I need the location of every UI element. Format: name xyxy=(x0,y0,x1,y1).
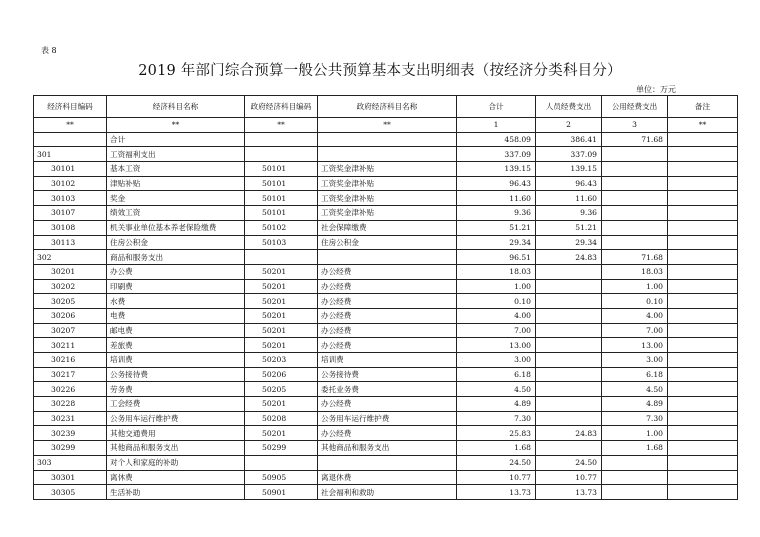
gov-name-cell: 办公经费 xyxy=(318,308,457,323)
gov-name-cell xyxy=(318,147,457,162)
gov-code-cell: 50101 xyxy=(245,176,318,191)
name-cell: 基本工资 xyxy=(107,162,245,177)
total-cell: 96.51 xyxy=(457,250,536,265)
personnel-cell: 9.36 xyxy=(536,206,602,221)
public-cell xyxy=(602,485,668,500)
gov-code-cell: 50206 xyxy=(245,367,318,382)
personnel-cell: 337.09 xyxy=(536,147,602,162)
gov-name-cell: 办公经费 xyxy=(318,294,457,309)
gov-code-cell: 50201 xyxy=(245,426,318,441)
gov-code-cell: 50103 xyxy=(245,235,318,250)
table-row xyxy=(34,220,738,235)
table-row xyxy=(34,411,738,426)
total-cell: 24.50 xyxy=(457,455,536,470)
table-row xyxy=(34,397,738,412)
total-cell: 29.34 xyxy=(457,235,536,250)
public-cell: 6.18 xyxy=(602,367,668,382)
code-cell: 30201 xyxy=(34,264,107,279)
name-cell: 绩效工资 xyxy=(107,206,245,221)
page-title: 2019 年部门综合预算一般公共预算基本支出明细表（按经济分类科目分） xyxy=(138,63,622,79)
personnel-cell: 24.83 xyxy=(536,250,602,265)
remark-cell xyxy=(668,162,738,177)
total-cell: 13.73 xyxy=(457,485,536,500)
public-cell xyxy=(602,235,668,250)
public-cell: 0.10 xyxy=(602,294,668,309)
name-cell: 办公费 xyxy=(107,264,245,279)
name-cell: 机关事业单位基本养老保险缴费 xyxy=(107,220,245,235)
public-cell: 1.00 xyxy=(602,426,668,441)
name-cell: 公务用车运行维护费 xyxy=(107,411,245,426)
personnel-cell: 24.50 xyxy=(536,455,602,470)
personnel-cell: 10.77 xyxy=(536,470,602,485)
personnel-cell xyxy=(536,382,602,397)
gov-code-cell: 50205 xyxy=(245,382,318,397)
name-cell: 劳务费 xyxy=(107,382,245,397)
gov-name-cell: 办公经费 xyxy=(318,264,457,279)
personnel-cell: 24.83 xyxy=(536,426,602,441)
public-cell: 7.00 xyxy=(602,323,668,338)
gov-code-cell xyxy=(245,455,318,470)
gov-code-cell: 50101 xyxy=(245,162,318,177)
personnel-cell xyxy=(536,411,602,426)
public-cell: 4.89 xyxy=(602,397,668,412)
total-cell: 11.60 xyxy=(457,191,536,206)
remark-cell xyxy=(668,411,738,426)
table-row xyxy=(34,323,738,338)
remark-cell xyxy=(668,132,738,147)
name-cell: 电费 xyxy=(107,308,245,323)
code-cell: 301 xyxy=(34,147,107,162)
gov-name-cell: 工资奖金津补贴 xyxy=(318,162,457,177)
total-cell: 337.09 xyxy=(457,147,536,162)
total-cell: 9.36 xyxy=(457,206,536,221)
name-cell: 离休费 xyxy=(107,470,245,485)
public-cell: 4.50 xyxy=(602,382,668,397)
public-cell xyxy=(602,455,668,470)
code-cell: 303 xyxy=(34,455,107,470)
header-cell: 公用经费支出 xyxy=(602,96,668,118)
name-cell: 差旅费 xyxy=(107,338,245,353)
remark-cell xyxy=(668,235,738,250)
header-row xyxy=(34,96,738,118)
gov-code-cell xyxy=(245,132,318,147)
gov-name-cell: 住房公积金 xyxy=(318,235,457,250)
code-cell: 30206 xyxy=(34,308,107,323)
personnel-cell: 96.43 xyxy=(536,176,602,191)
gov-name-cell: 工资奖金津补贴 xyxy=(318,206,457,221)
remark-cell xyxy=(668,323,738,338)
total-cell: 1.00 xyxy=(457,279,536,294)
public-cell xyxy=(602,191,668,206)
table-row xyxy=(34,279,738,294)
code-cell: 30301 xyxy=(34,470,107,485)
total-cell: 3.00 xyxy=(457,353,536,368)
gov-code-cell: 50102 xyxy=(245,220,318,235)
remark-cell xyxy=(668,441,738,456)
personnel-cell xyxy=(536,308,602,323)
code-cell xyxy=(34,132,107,147)
table-row xyxy=(34,235,738,250)
gov-name-cell: 委托业务费 xyxy=(318,382,457,397)
index-cell: ** xyxy=(318,118,457,133)
table-row xyxy=(34,294,738,309)
total-cell: 6.18 xyxy=(457,367,536,382)
personnel-cell: 29.34 xyxy=(536,235,602,250)
public-cell: 7.30 xyxy=(602,411,668,426)
index-row xyxy=(34,118,738,133)
table-row xyxy=(34,206,738,221)
code-cell: 302 xyxy=(34,250,107,265)
gov-code-cell: 50203 xyxy=(245,353,318,368)
total-cell: 4.50 xyxy=(457,382,536,397)
name-cell: 其他交通费用 xyxy=(107,426,245,441)
table-row xyxy=(34,338,738,353)
total-cell: 13.00 xyxy=(457,338,536,353)
gov-name-cell: 办公经费 xyxy=(318,338,457,353)
header-cell: 备注 xyxy=(668,96,738,118)
total-cell: 7.30 xyxy=(457,411,536,426)
gov-code-cell: 50101 xyxy=(245,191,318,206)
code-cell: 30226 xyxy=(34,382,107,397)
table-row xyxy=(34,308,738,323)
code-cell: 30205 xyxy=(34,294,107,309)
gov-name-cell: 工资奖金津补贴 xyxy=(318,176,457,191)
table-row xyxy=(34,250,738,265)
remark-cell xyxy=(668,294,738,309)
total-cell: 0.10 xyxy=(457,294,536,309)
remark-cell xyxy=(668,353,738,368)
table-row xyxy=(34,191,738,206)
total-cell: 10.77 xyxy=(457,470,536,485)
remark-cell xyxy=(668,220,738,235)
name-cell: 奖金 xyxy=(107,191,245,206)
name-cell: 水费 xyxy=(107,294,245,309)
personnel-cell: 139.15 xyxy=(536,162,602,177)
remark-cell xyxy=(668,367,738,382)
name-cell: 工资福利支出 xyxy=(107,147,245,162)
public-cell: 13.00 xyxy=(602,338,668,353)
gov-code-cell: 50905 xyxy=(245,470,318,485)
personnel-cell: 13.73 xyxy=(536,485,602,500)
table-row xyxy=(34,147,738,162)
gov-code-cell: 50101 xyxy=(245,206,318,221)
gov-name-cell: 办公经费 xyxy=(318,397,457,412)
index-cell: ** xyxy=(34,118,107,133)
gov-name-cell xyxy=(318,132,457,147)
table-row xyxy=(34,441,738,456)
code-cell: 30102 xyxy=(34,176,107,191)
public-cell xyxy=(602,206,668,221)
gov-name-cell: 其他商品和服务支出 xyxy=(318,441,457,456)
total-cell: 139.15 xyxy=(457,162,536,177)
code-cell: 30216 xyxy=(34,353,107,368)
header-cell: 人员经费支出 xyxy=(536,96,602,118)
table-row xyxy=(34,485,738,500)
header-cell: 经济科目编码 xyxy=(34,96,107,118)
gov-name-cell: 社会福利和救助 xyxy=(318,485,457,500)
remark-cell xyxy=(668,426,738,441)
code-cell: 30299 xyxy=(34,441,107,456)
header-cell: 经济科目名称 xyxy=(107,96,245,118)
gov-name-cell: 社会保障缴费 xyxy=(318,220,457,235)
total-cell: 7.00 xyxy=(457,323,536,338)
public-cell xyxy=(602,220,668,235)
remark-cell xyxy=(668,264,738,279)
remark-cell xyxy=(668,279,738,294)
personnel-cell: 386.41 xyxy=(536,132,602,147)
code-cell: 30113 xyxy=(34,235,107,250)
gov-code-cell: 50201 xyxy=(245,308,318,323)
public-cell: 3.00 xyxy=(602,353,668,368)
gov-code-cell: 50208 xyxy=(245,411,318,426)
gov-name-cell: 办公经费 xyxy=(318,279,457,294)
code-cell: 30202 xyxy=(34,279,107,294)
code-cell: 30228 xyxy=(34,397,107,412)
public-cell xyxy=(602,176,668,191)
public-cell: 18.03 xyxy=(602,264,668,279)
personnel-cell xyxy=(536,323,602,338)
code-cell: 30108 xyxy=(34,220,107,235)
public-cell xyxy=(602,147,668,162)
table-row xyxy=(34,382,738,397)
total-cell: 458.09 xyxy=(457,132,536,147)
remark-cell xyxy=(668,397,738,412)
gov-name-cell: 公务用车运行维护费 xyxy=(318,411,457,426)
index-cell: 3 xyxy=(602,118,668,133)
code-cell: 30231 xyxy=(34,411,107,426)
name-cell: 邮电费 xyxy=(107,323,245,338)
personnel-cell xyxy=(536,338,602,353)
name-cell: 住房公积金 xyxy=(107,235,245,250)
header-cell: 政府经济科目名称 xyxy=(318,96,457,118)
personnel-cell xyxy=(536,353,602,368)
code-cell: 30305 xyxy=(34,485,107,500)
header-cell: 政府经济科目编码 xyxy=(245,96,318,118)
index-cell: 1 xyxy=(457,118,536,133)
remark-cell xyxy=(668,206,738,221)
name-cell: 对个人和家庭的补助 xyxy=(107,455,245,470)
index-cell: ** xyxy=(668,118,738,133)
index-cell: ** xyxy=(107,118,245,133)
header-cell: 合计 xyxy=(457,96,536,118)
code-cell: 30211 xyxy=(34,338,107,353)
public-cell: 1.68 xyxy=(602,441,668,456)
gov-name-cell: 办公经费 xyxy=(318,426,457,441)
remark-cell xyxy=(668,191,738,206)
index-cell: ** xyxy=(245,118,318,133)
gov-name-cell: 公务接待费 xyxy=(318,367,457,382)
gov-name-cell: 培训费 xyxy=(318,353,457,368)
remark-cell xyxy=(668,250,738,265)
name-cell: 公务接待费 xyxy=(107,367,245,382)
name-cell: 培训费 xyxy=(107,353,245,368)
name-cell: 津贴补贴 xyxy=(107,176,245,191)
personnel-cell xyxy=(536,441,602,456)
remark-cell xyxy=(668,176,738,191)
gov-name-cell xyxy=(318,250,457,265)
table-row xyxy=(34,176,738,191)
gov-name-cell: 办公经费 xyxy=(318,323,457,338)
table-row xyxy=(34,367,738,382)
public-cell xyxy=(602,162,668,177)
total-cell: 1.68 xyxy=(457,441,536,456)
code-cell: 30103 xyxy=(34,191,107,206)
personnel-cell xyxy=(536,397,602,412)
gov-name-cell: 离退休费 xyxy=(318,470,457,485)
total-cell: 4.00 xyxy=(457,308,536,323)
name-cell: 其他商品和服务支出 xyxy=(107,441,245,456)
remark-cell xyxy=(668,485,738,500)
personnel-cell: 51.21 xyxy=(536,220,602,235)
remark-cell xyxy=(668,147,738,162)
gov-code-cell: 50901 xyxy=(245,485,318,500)
public-cell: 4.00 xyxy=(602,308,668,323)
public-cell xyxy=(602,470,668,485)
remark-cell xyxy=(668,470,738,485)
budget-table xyxy=(33,95,738,500)
remark-cell xyxy=(668,455,738,470)
personnel-cell xyxy=(536,279,602,294)
gov-code-cell xyxy=(245,250,318,265)
total-cell: 25.83 xyxy=(457,426,536,441)
index-cell: 2 xyxy=(536,118,602,133)
remark-cell xyxy=(668,382,738,397)
remark-cell xyxy=(668,308,738,323)
name-cell: 合计 xyxy=(107,132,245,147)
total-cell: 4.89 xyxy=(457,397,536,412)
personnel-cell xyxy=(536,264,602,279)
gov-code-cell: 50299 xyxy=(245,441,318,456)
gov-name-cell: 工资奖金津补贴 xyxy=(318,191,457,206)
public-cell: 71.68 xyxy=(602,132,668,147)
gov-code-cell xyxy=(245,147,318,162)
gov-code-cell: 50201 xyxy=(245,264,318,279)
gov-code-cell: 50201 xyxy=(245,294,318,309)
table-number: 表 8 xyxy=(41,46,57,55)
code-cell: 30239 xyxy=(34,426,107,441)
gov-code-cell: 50201 xyxy=(245,338,318,353)
table-row xyxy=(34,455,738,470)
public-cell: 1.00 xyxy=(602,279,668,294)
total-cell: 18.03 xyxy=(457,264,536,279)
personnel-cell xyxy=(536,294,602,309)
gov-code-cell: 50201 xyxy=(245,397,318,412)
name-cell: 生活补助 xyxy=(107,485,245,500)
gov-code-cell: 50201 xyxy=(245,279,318,294)
total-cell: 51.21 xyxy=(457,220,536,235)
gov-code-cell: 50201 xyxy=(245,323,318,338)
name-cell: 印刷费 xyxy=(107,279,245,294)
code-cell: 30217 xyxy=(34,367,107,382)
name-cell: 工会经费 xyxy=(107,397,245,412)
public-cell: 71.68 xyxy=(602,250,668,265)
personnel-cell: 11.60 xyxy=(536,191,602,206)
code-cell: 30101 xyxy=(34,162,107,177)
table-row xyxy=(34,264,738,279)
code-cell: 30107 xyxy=(34,206,107,221)
remark-cell xyxy=(668,338,738,353)
personnel-cell xyxy=(536,367,602,382)
table-row xyxy=(34,353,738,368)
table-row xyxy=(34,162,738,177)
total-cell: 96.43 xyxy=(457,176,536,191)
code-cell: 30207 xyxy=(34,323,107,338)
gov-name-cell xyxy=(318,455,457,470)
unit-label: 单位：万元 xyxy=(636,85,676,94)
table-row xyxy=(34,426,738,441)
name-cell: 商品和服务支出 xyxy=(107,250,245,265)
table-row xyxy=(34,132,738,147)
table-row xyxy=(34,470,738,485)
